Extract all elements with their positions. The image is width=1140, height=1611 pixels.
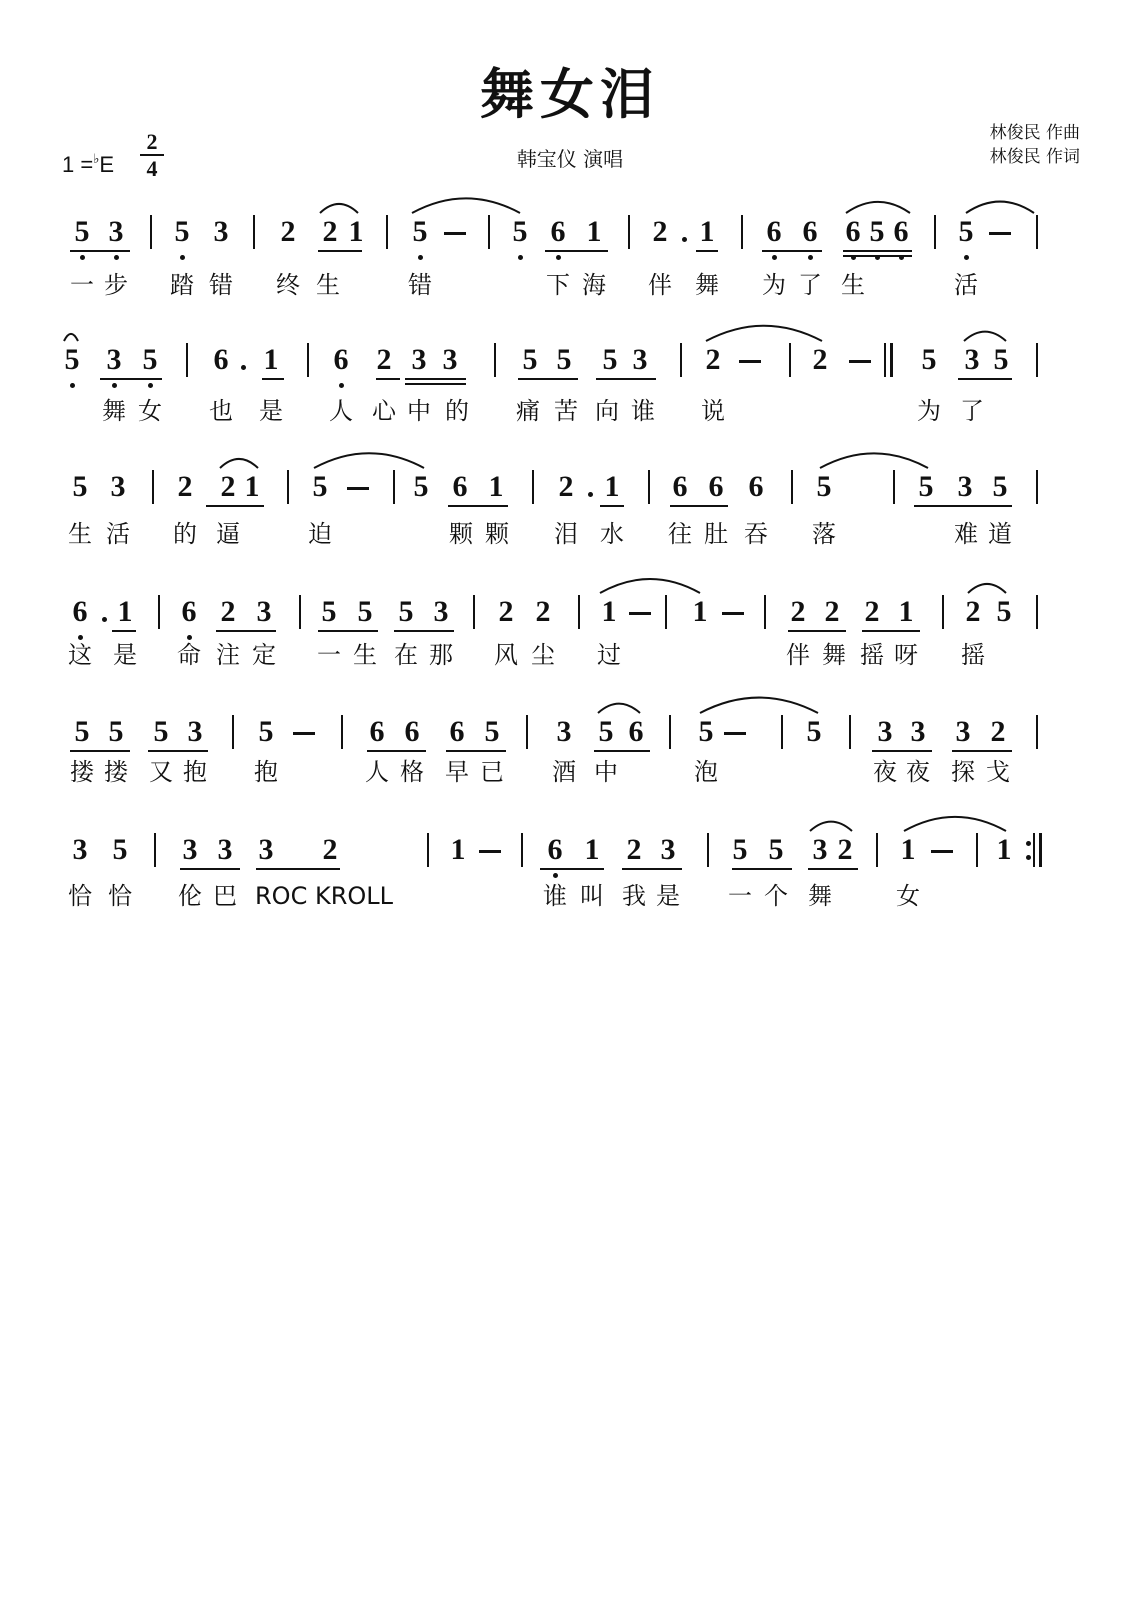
lyric: 落: [812, 520, 836, 548]
note: 5: [512, 215, 528, 248]
note: 2: [322, 833, 338, 866]
note: 2: [177, 470, 193, 503]
note: 3: [187, 715, 203, 748]
slur: [600, 579, 700, 593]
lyric: 叫: [580, 882, 604, 910]
note: 3: [964, 343, 980, 376]
slur: [314, 453, 424, 468]
lyric: 生: [68, 520, 92, 548]
note: 5: [768, 833, 784, 866]
flat-sign: ♭: [93, 151, 100, 166]
note: 6: [708, 470, 724, 503]
lyric: 格: [400, 758, 424, 786]
note: 1: [601, 595, 617, 628]
note: 3: [108, 215, 124, 248]
note: 5: [153, 715, 169, 748]
lyric: 戈: [986, 758, 1010, 786]
lyric: 一: [70, 271, 94, 299]
lyric: 搂: [70, 758, 94, 786]
lyric: 定: [252, 641, 276, 669]
lyric: 踏: [170, 271, 194, 299]
note: 2: [824, 595, 840, 628]
note: 3: [433, 595, 449, 628]
lyric: 谁: [631, 397, 655, 425]
note: 5: [958, 215, 974, 248]
note: 5: [522, 343, 538, 376]
note: 1: [692, 595, 708, 628]
slur: [220, 459, 258, 468]
note: 2: [220, 595, 236, 628]
note: 3: [955, 715, 971, 748]
note: 6: [404, 715, 420, 748]
lyric: 是: [259, 397, 283, 425]
lyric: 人: [329, 397, 353, 425]
lyric: 向: [595, 397, 619, 425]
note: 6: [181, 595, 197, 628]
lyric: 中: [594, 758, 618, 786]
lyric: 活: [106, 520, 130, 548]
lyric: 夜: [873, 758, 897, 786]
lyric: 迫: [308, 520, 332, 548]
note: 1: [117, 595, 133, 628]
lyric: 搂: [104, 758, 128, 786]
lyric: 舞: [822, 641, 846, 669]
lyric: ROC KROLL: [255, 882, 393, 910]
lyric: 也: [209, 397, 233, 425]
note: 5: [806, 715, 822, 748]
note: 2: [220, 470, 236, 503]
note: 6: [628, 715, 644, 748]
lyric: 生: [316, 271, 340, 299]
lyric: 尘: [531, 641, 555, 669]
lyric: 谁: [543, 882, 567, 910]
lyric: 舞: [695, 271, 719, 299]
lyric: 酒: [552, 758, 576, 786]
note: 2: [705, 343, 721, 376]
note: 1: [488, 470, 504, 503]
note: 5: [74, 715, 90, 748]
lyric: 泡: [694, 758, 718, 786]
lyric: 为: [917, 397, 941, 425]
lyric: 过: [597, 641, 621, 669]
note: 6: [550, 215, 566, 248]
song-title: 舞女泪: [480, 63, 660, 126]
note: 1: [450, 833, 466, 866]
note: 1: [584, 833, 600, 866]
lyric: 伴: [648, 271, 672, 299]
note: 6: [547, 833, 563, 866]
slur: [64, 334, 78, 341]
note: 6: [333, 343, 349, 376]
lyric: 这: [68, 641, 92, 669]
note: 3: [106, 343, 122, 376]
composer-credit: 林俊民 作曲: [989, 123, 1080, 143]
note: 3: [110, 470, 126, 503]
note: 2: [652, 215, 668, 248]
note: 3: [411, 343, 427, 376]
note: 5: [869, 215, 885, 248]
note: 6: [213, 343, 229, 376]
slur: [846, 202, 910, 213]
note: 1: [244, 470, 260, 503]
lyric: 道: [988, 520, 1012, 548]
note: 1: [604, 470, 620, 503]
note: 6: [893, 215, 909, 248]
note: 3: [258, 833, 274, 866]
lyric: 心: [372, 397, 396, 425]
lyric: 苦: [554, 397, 578, 425]
lyric: 是: [656, 882, 680, 910]
note: 5: [258, 715, 274, 748]
lyric: 舞: [808, 882, 832, 910]
lyric: 步: [104, 271, 128, 299]
lyric: 的: [173, 520, 197, 548]
slur: [968, 584, 1006, 593]
note: 5: [174, 215, 190, 248]
note: 5: [598, 715, 614, 748]
lyricist-credit: 林俊民 作词: [989, 147, 1080, 167]
lyric: 那: [429, 641, 453, 669]
slur: [966, 202, 1034, 213]
lyric: 是: [113, 641, 137, 669]
lyric: 了: [960, 397, 984, 425]
slur: [598, 704, 640, 713]
singer-credit: 韩宝仪 演唱: [516, 147, 624, 171]
lyric: 往: [668, 520, 692, 548]
note: 6: [369, 715, 385, 748]
note: 5: [816, 470, 832, 503]
lyric: 终: [276, 271, 300, 299]
note: 5: [72, 470, 88, 503]
note: 5: [312, 470, 328, 503]
lyric: 注: [216, 641, 240, 669]
lyric: 错: [408, 271, 432, 299]
note: 2: [376, 343, 392, 376]
lyric: 女: [138, 397, 162, 425]
note: 2: [837, 833, 853, 866]
note: 1: [898, 595, 914, 628]
slur: [810, 822, 852, 831]
note: 3: [812, 833, 828, 866]
note: 3: [182, 833, 198, 866]
lyric: 的: [445, 397, 469, 425]
note: 5: [398, 595, 414, 628]
lyric: 中: [407, 397, 431, 425]
note: 6: [672, 470, 688, 503]
lyric: 了: [798, 271, 822, 299]
note: 3: [877, 715, 893, 748]
lyric: 命: [177, 641, 201, 669]
note: 5: [698, 715, 714, 748]
note: 1: [263, 343, 279, 376]
note: 5: [357, 595, 373, 628]
lyric: 抱: [254, 758, 278, 786]
note: 5: [992, 470, 1008, 503]
slur: [412, 198, 520, 213]
slur: [904, 817, 1006, 831]
note: 5: [64, 343, 80, 376]
note: 1: [996, 833, 1012, 866]
lyric: 巴: [213, 882, 237, 910]
note: 2: [864, 595, 880, 628]
lyric: 泪: [554, 520, 578, 548]
lyric: 恰: [108, 882, 132, 910]
lyric: 活: [954, 271, 978, 299]
note: 3: [556, 715, 572, 748]
lyric: 在: [394, 641, 418, 669]
note: 5: [602, 343, 618, 376]
lyric: 颗: [449, 520, 473, 548]
lyric: 下: [546, 271, 570, 299]
lyric: 错: [209, 271, 233, 299]
lyric: 为: [762, 271, 786, 299]
lyric: 又: [149, 758, 173, 786]
note: 1: [699, 215, 715, 248]
note: 2: [990, 715, 1006, 748]
key-note: E: [99, 152, 115, 177]
note: 1: [586, 215, 602, 248]
lyric: 风: [494, 641, 518, 669]
lyric: 生: [353, 641, 377, 669]
lyric: 已: [480, 758, 504, 786]
note: 6: [802, 215, 818, 248]
note: 6: [72, 595, 88, 628]
lyric: 一: [317, 641, 341, 669]
note: 5: [74, 215, 90, 248]
lyric: 舞: [102, 397, 126, 425]
slur: [700, 698, 818, 713]
lyric: 痛: [516, 397, 540, 425]
note: 5: [732, 833, 748, 866]
time-bottom: 4: [146, 156, 158, 181]
lyric: 伦: [178, 882, 202, 910]
key-label: 1 =: [62, 152, 94, 177]
note: 5: [484, 715, 500, 748]
lyric: 逼: [216, 520, 240, 548]
note: 2: [965, 595, 981, 628]
note: 2: [535, 595, 551, 628]
note: 2: [280, 215, 296, 248]
note: 5: [142, 343, 158, 376]
note: 5: [556, 343, 572, 376]
note: 5: [112, 833, 128, 866]
note: 6: [452, 470, 468, 503]
lyric: 水: [600, 520, 624, 548]
lyric: 海: [582, 271, 606, 299]
note: 2: [498, 595, 514, 628]
note: 3: [442, 343, 458, 376]
note: 2: [626, 833, 642, 866]
note: 2: [558, 470, 574, 503]
note: 6: [449, 715, 465, 748]
time-top: 2: [146, 129, 158, 154]
note: 3: [256, 595, 272, 628]
lyric: 肚: [704, 520, 728, 548]
lyric: 探: [951, 758, 975, 786]
note: 1: [348, 215, 364, 248]
note: 3: [632, 343, 648, 376]
note: 6: [845, 215, 861, 248]
lyric: 摇: [961, 641, 985, 669]
note: 5: [108, 715, 124, 748]
note: 1: [900, 833, 916, 866]
note: 5: [412, 215, 428, 248]
note: 3: [957, 470, 973, 503]
lyric: 夜: [906, 758, 930, 786]
lyric: 恰: [68, 882, 92, 910]
lyric: 伴: [786, 641, 810, 669]
note: 6: [766, 215, 782, 248]
note: 2: [322, 215, 338, 248]
slur: [320, 204, 358, 213]
note: 2: [790, 595, 806, 628]
note: 5: [921, 343, 937, 376]
lyric: 说: [701, 397, 725, 425]
note: 3: [213, 215, 229, 248]
note: 2: [812, 343, 828, 376]
lyric: 生: [841, 271, 865, 299]
lyric: 摇: [860, 641, 884, 669]
note: 5: [918, 470, 934, 503]
lyric: 抱: [183, 758, 207, 786]
note: 3: [217, 833, 233, 866]
lyric: 呀: [894, 641, 918, 669]
note: 6: [748, 470, 764, 503]
slur: [820, 453, 928, 468]
lyric: 人: [365, 758, 389, 786]
lyric: 个: [764, 882, 788, 910]
note: 5: [993, 343, 1009, 376]
note: 5: [996, 595, 1012, 628]
lyric: 颗: [485, 520, 509, 548]
lyric: 女: [896, 882, 920, 910]
lyric: 早: [445, 758, 469, 786]
lyric: 难: [954, 520, 978, 548]
lyric: 一: [728, 882, 752, 910]
slur: [706, 326, 822, 341]
note: 5: [413, 470, 429, 503]
note: 3: [660, 833, 676, 866]
note: 5: [321, 595, 337, 628]
note: 3: [910, 715, 926, 748]
lyric: 我: [622, 882, 646, 910]
slur: [964, 332, 1006, 341]
note: 3: [72, 833, 88, 866]
lyric: 吞: [744, 520, 768, 548]
